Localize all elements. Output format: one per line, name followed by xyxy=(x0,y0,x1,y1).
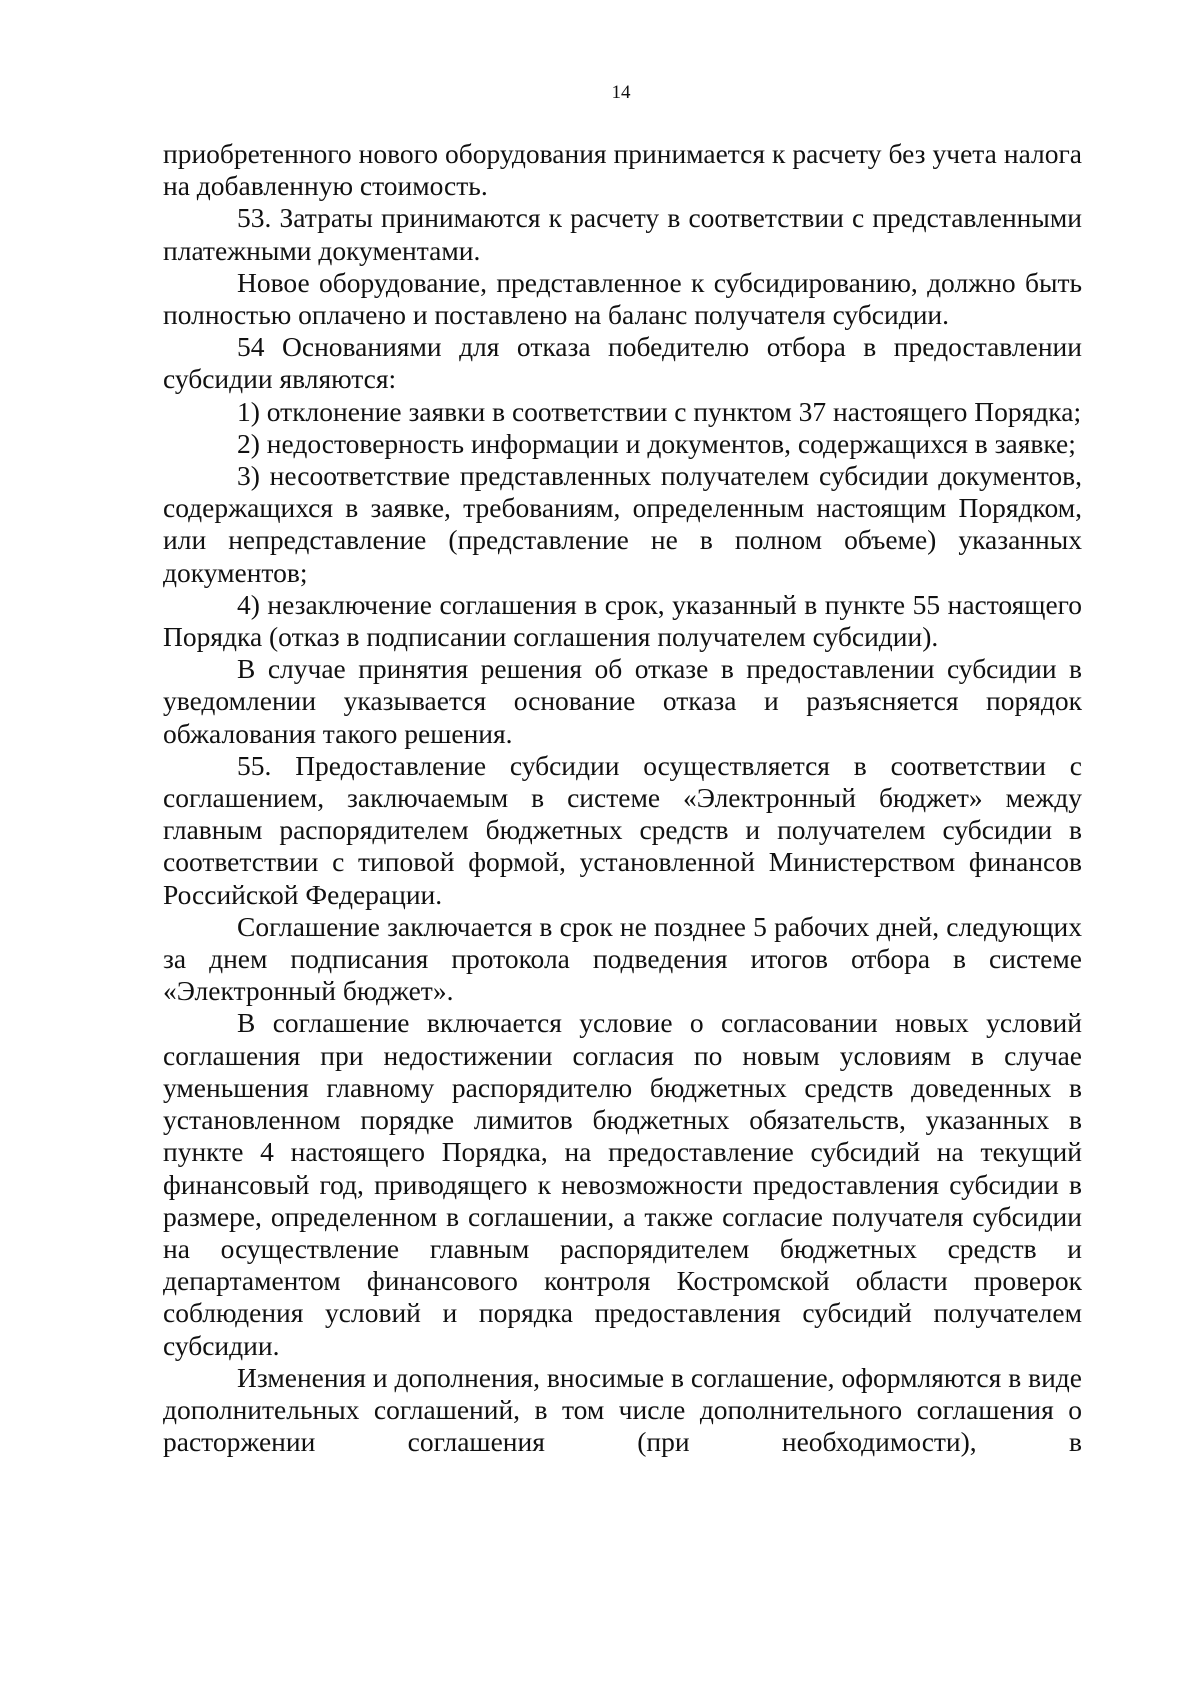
paragraph-55: 55. Предоставление субсидии осуществляется в соответствии с соглашением, заключаемым в системе «Электронный бюджет» между главным распорядителем бюджетных средств и получателем субсидии в соответствии с типовой формой, установленной Министерством финансов Российской Федерации. xyxy=(163,749,1082,910)
paragraph-agreement-term: Соглашение заключается в срок не позднее 5 рабочих дней, следующих за днем подписания протокола подведения итогов отбора в системе «Электронный бюджет». xyxy=(163,910,1082,1007)
paragraph-agreement-conditions: В соглашение включается условие о согласовании новых условий соглашения при недостижении согласия по новым условиям в случае уменьшения главному распорядителю бюджетных средств доведенных в установленном порядке лимитов бюджетных обязательств, указанных в пункте 4 настоящего Порядка, на предоставление субсидий на текущий финансовый год, приводящего к невозможности предоставления субсидии в размере, определенном в соглашении, а также согласие получателя субсидии на осуществление главным распорядителем бюджетных средств и департаментом финансового контроля Костромской области проверок соблюдения условий и порядка предоставления субсидий получателем субсидии. xyxy=(163,1007,1082,1361)
paragraph-53: 53. Затраты принимаются к расчету в соответствии с представленными платежными документами. xyxy=(163,202,1082,266)
paragraph-continuation: приобретенного нового оборудования принимается к расчету без учета налога на добавленную стоимость. xyxy=(163,138,1082,202)
paragraph-refusal-notice: В случае принятия решения об отказе в предоставлении субсидии в уведомлении указывается основание отказа и разъясняется порядок обжалования такого решения. xyxy=(163,653,1082,749)
paragraph-amendments: Изменения и дополнения, вносимые в соглашение, оформляются в виде дополнительных соглашений, в том числе дополнительного соглашения о расторжении соглашения (при необходимости), в xyxy=(163,1361,1082,1458)
list-item-1: 1) отклонение заявки в соответствии с пунктом 37 настоящего Порядка; xyxy=(237,395,1082,427)
list-item-4: 4) незаключение соглашения в срок, указанный в пункте 55 настоящего Порядка (отказ в подписании соглашения получателем субсидии). xyxy=(163,588,1082,653)
paragraph-54: 54 Основаниями для отказа победителю отбора в предоставлении субсидии являются: xyxy=(163,331,1082,395)
paragraph-new-equipment: Новое оборудование, представленное к субсидированию, должно быть полностью оплачено и поставлено на баланс получателя субсидии. xyxy=(163,266,1082,331)
document-body xyxy=(163,138,1082,1458)
list-item-3: 3) несоответствие представленных получателем субсидии документов, содержащихся в заявке, требованиям, определенным настоящим Порядком, или непредставление (представление не в полном объеме) указанных документов; xyxy=(163,460,1082,588)
list-item-2: 2) недостоверность информации и документов, содержащихся в заявке; xyxy=(237,427,1076,459)
page-number: 14 xyxy=(611,82,631,103)
